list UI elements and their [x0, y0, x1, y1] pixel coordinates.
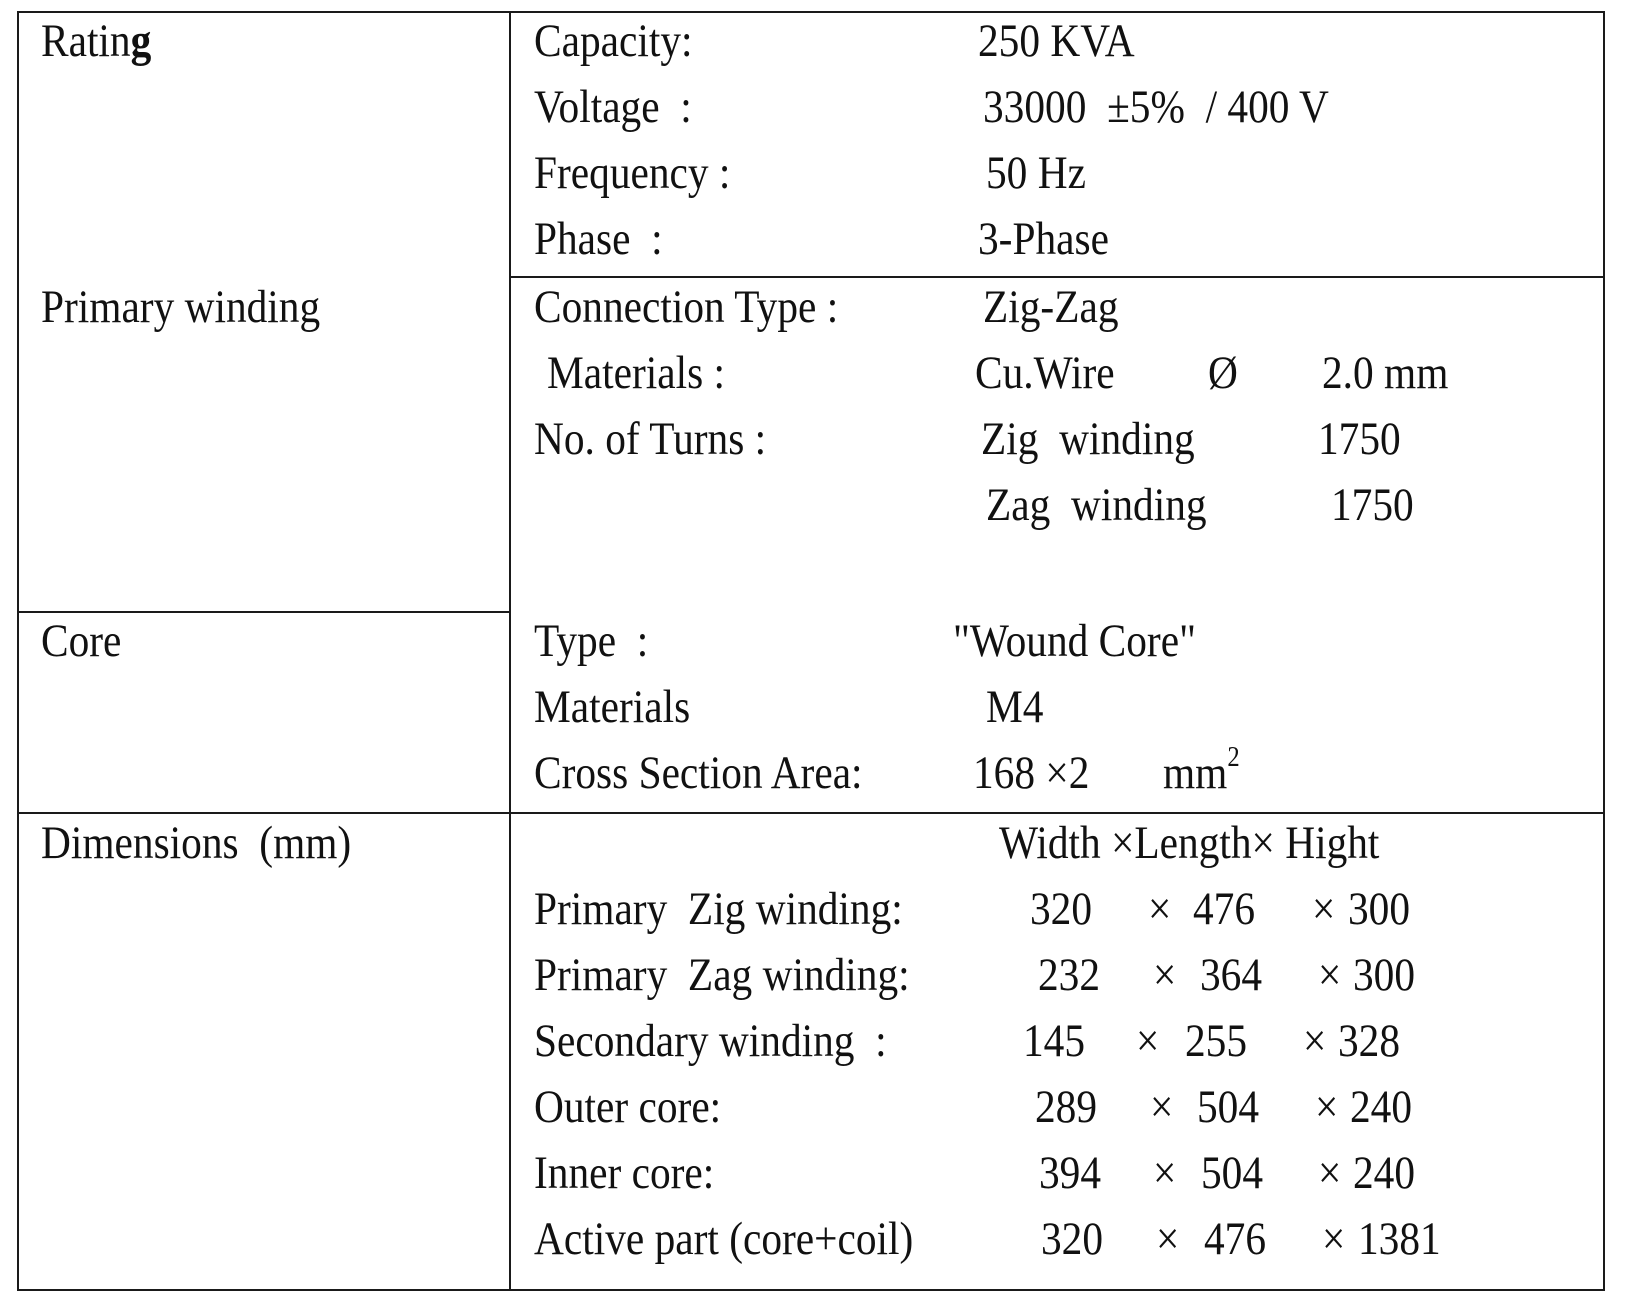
primary-winding-bottom-rule [17, 611, 510, 613]
rating-label-main: Ratin [41, 15, 131, 67]
times-icon: × [1148, 883, 1172, 935]
winding-materials-value: Cu.Wire [975, 347, 1115, 399]
dimension-height: 328 [1338, 1015, 1401, 1067]
connection-type-value: Zig-Zag [983, 281, 1119, 333]
column-divider [509, 11, 511, 1291]
rating-section-label [41, 15, 152, 67]
dimension-row-label: Active part (core+coil) [534, 1213, 914, 1265]
zag-winding-turns: 1750 [1331, 479, 1414, 531]
dimension-width: 289 [1035, 1081, 1098, 1133]
dimension-length: 504 [1197, 1081, 1260, 1133]
times-icon: × [1303, 1015, 1327, 1067]
dimension-row-label: Primary Zag winding: [534, 949, 910, 1001]
dimension-length: 476 [1204, 1213, 1267, 1265]
diameter-icon: Ø [1208, 347, 1238, 399]
connection-type-label: Connection Type : [534, 281, 839, 333]
dimension-row-label: Inner core: [534, 1147, 715, 1199]
cross-section-value: 168 ×2 [973, 747, 1090, 799]
dimension-width: 320 [1030, 883, 1093, 935]
dimension-length: 364 [1200, 949, 1263, 1001]
times-icon: × [1156, 1213, 1180, 1265]
dimension-height: 1381 [1358, 1213, 1441, 1265]
times-icon: × [1153, 1147, 1177, 1199]
wire-size-value: 2.0 mm [1322, 347, 1449, 399]
zig-winding-turns: 1750 [1318, 413, 1401, 465]
capacity-value: 250 KVA [978, 15, 1135, 67]
rating-label-last: g [130, 15, 152, 67]
voltage-value: 33000 ±5% / 400 V [983, 81, 1329, 133]
phase-value: 3-Phase [978, 213, 1109, 265]
winding-materials-label: Materials : [547, 347, 726, 399]
times-icon: × [1318, 1147, 1342, 1199]
capacity-label: Capacity: [534, 15, 693, 67]
zig-winding-label: Zig winding [981, 413, 1195, 465]
times-icon: × [1312, 883, 1336, 935]
cross-section-unit-exponent: 2 [1227, 742, 1240, 773]
core-materials-label: Materials [534, 681, 691, 733]
core-type-label: Type : [534, 615, 649, 667]
rating-bottom-rule [509, 276, 1605, 278]
dimension-width: 232 [1038, 949, 1101, 1001]
phase-label: Phase : [534, 213, 663, 265]
cross-section-unit [1163, 742, 1240, 799]
times-icon: × [1322, 1213, 1346, 1265]
core-bottom-rule [17, 812, 1605, 814]
dimension-height: 240 [1350, 1081, 1413, 1133]
dimension-row-label: Primary Zig winding: [534, 883, 903, 935]
times-icon: × [1318, 949, 1342, 1001]
dimension-row-label: Outer core: [534, 1081, 722, 1133]
dimension-height: 300 [1353, 949, 1416, 1001]
dimension-height: 300 [1348, 883, 1411, 935]
dimension-width: 145 [1023, 1015, 1086, 1067]
times-icon: × [1150, 1081, 1174, 1133]
voltage-label: Voltage : [534, 81, 692, 133]
dimension-width: 394 [1039, 1147, 1102, 1199]
dimensions-header: Width ×Length× Hight [999, 817, 1380, 869]
dimensions-section-label: Dimensions (mm) [41, 817, 352, 869]
cross-section-label: Cross Section Area: [534, 747, 863, 799]
times-icon: × [1136, 1015, 1160, 1067]
dimension-height: 240 [1353, 1147, 1416, 1199]
primary-winding-section-label: Primary winding [41, 281, 321, 333]
dimension-length: 476 [1193, 883, 1256, 935]
dimension-length: 255 [1185, 1015, 1248, 1067]
turns-label: No. of Turns : [534, 413, 767, 465]
times-icon: × [1315, 1081, 1339, 1133]
times-icon: × [1153, 949, 1177, 1001]
core-materials-value: M4 [986, 681, 1044, 733]
frequency-label: Frequency : [534, 147, 731, 199]
frequency-value: 50 Hz [986, 147, 1086, 199]
dimension-row-label: Secondary winding : [534, 1015, 887, 1067]
core-type-value: "Wound Core" [953, 615, 1196, 667]
dimension-length: 504 [1201, 1147, 1264, 1199]
dimension-width: 320 [1041, 1213, 1104, 1265]
zag-winding-label: Zag winding [986, 479, 1207, 531]
core-section-label: Core [41, 615, 122, 667]
cross-section-unit-base: mm [1163, 747, 1228, 799]
